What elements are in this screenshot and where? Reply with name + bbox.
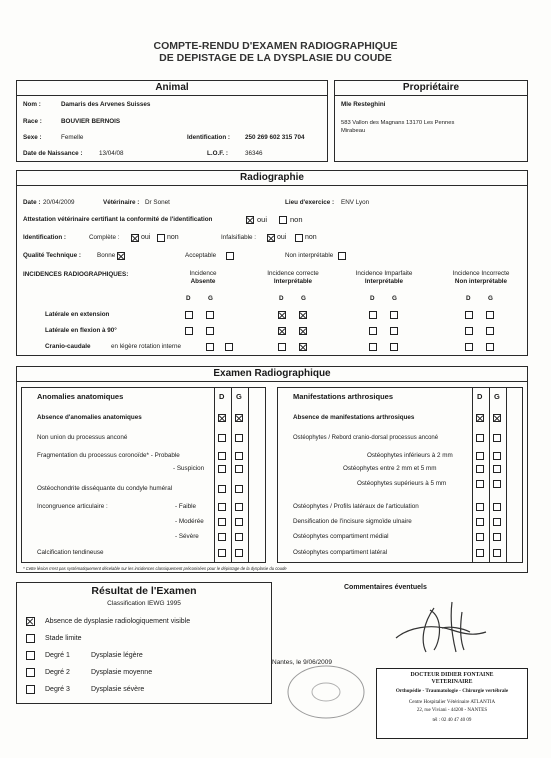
infalsifiable-non-label: non — [305, 234, 317, 241]
complete-non-label: non — [167, 234, 179, 241]
arth-inf2-d[interactable] — [476, 452, 484, 460]
result-classification: Classification IEWG 1995 — [107, 600, 181, 607]
dob-label: Date de Naissance : — [23, 150, 83, 157]
result-absence-checkbox[interactable] — [26, 617, 35, 626]
arth-row-rebord: Ostéophytes / Rebord cranio-dorsal processus anconé — [293, 435, 439, 441]
bonne-checkbox[interactable] — [117, 252, 125, 260]
lat-ext-absente-g[interactable] — [206, 311, 214, 319]
anom-moderee-d[interactable] — [218, 518, 226, 526]
anomalies-title: Anomalies anatomiques — [37, 392, 124, 401]
vet-value: Dr Sonet — [145, 199, 170, 206]
anom-row-faible: - Faible — [175, 503, 196, 510]
result-degre2-label: Degré 2 — [45, 669, 70, 676]
result-degre2-desc: Dysplasie moyenne — [91, 669, 153, 676]
arthrosiques-title: Manifestations arthrosiques — [293, 392, 394, 401]
lieu-value: ENV Lyon — [341, 199, 370, 206]
anomalies-d-header: D — [219, 392, 225, 401]
anom-calcification-g[interactable] — [235, 549, 243, 557]
attestation-label: Attestation vétérinaire certifiant la conformité de l'identification — [23, 216, 213, 223]
col4-g: G — [488, 295, 493, 302]
arthro-g-header: G — [494, 392, 500, 401]
lof-label: L.O.F. : — [207, 150, 228, 157]
result-degre1-checkbox[interactable] — [26, 651, 35, 660]
anom-row-osteochondrite: Ostéochondrite disséquante du condyle huméral — [37, 485, 173, 492]
sexe-label: Sexe : — [23, 134, 42, 141]
date-value: 20/04/2009 — [43, 199, 75, 206]
lat-ext-absente-d[interactable] — [185, 311, 193, 319]
result-degre3-checkbox[interactable] — [26, 685, 35, 694]
arth-rebord-g[interactable] — [493, 434, 501, 442]
comments-label: Commentaires éventuels — [344, 584, 427, 591]
anom-row-incongruence: Incongruence articulaire : — [37, 503, 108, 510]
signature — [390, 598, 490, 656]
col4-d: D — [466, 295, 471, 302]
arth-row-medial: Ostéophytes compartiment médial — [293, 533, 389, 540]
cranio-absente-g[interactable] — [225, 343, 233, 351]
infalsifiable-label: Infalsifiable : — [221, 234, 257, 241]
lof-value: 36346 — [245, 150, 263, 157]
result-degre1-label: Degré 1 — [45, 652, 70, 659]
lat-flex-incorrecte-d[interactable] — [465, 327, 473, 335]
identification-check-label: Identification : — [23, 234, 67, 241]
arth-row-profils: Ostéophytes / Profils latéraux de l'articulation — [293, 503, 419, 510]
identification-value: 250 269 602 315 704 — [245, 134, 305, 141]
stamp-specialties: Orthopédie - Traumatologie - Chirurgie vertébrale — [395, 688, 509, 694]
arth-row-absence: Absence de manifestations arthrosiques — [293, 414, 415, 421]
col2-g: G — [301, 295, 306, 302]
anom-row-calcification: Calcification tendineuse — [37, 549, 104, 556]
anom-faible-d[interactable] — [218, 503, 226, 511]
lat-ext-incorrecte-d[interactable] — [465, 311, 473, 319]
col1-header-line2: Absente — [190, 278, 216, 285]
anom-suspicion-d[interactable] — [218, 465, 226, 473]
arth-2to5-d[interactable] — [476, 465, 484, 473]
anom-row-fragmentation: Fragmentation du processus coronoïde* - Probable — [37, 452, 180, 459]
complete-non-checkbox[interactable] — [157, 234, 165, 242]
attestation-oui-checkbox[interactable] — [246, 216, 254, 224]
arth-densification-g[interactable] — [493, 518, 501, 526]
cranio-absente-d[interactable] — [206, 343, 214, 351]
arthro-d-header: D — [477, 392, 483, 401]
arthro-divider-3 — [506, 387, 507, 563]
anom-absence-g[interactable] — [235, 414, 243, 422]
cranio-correcte-d[interactable] — [278, 343, 286, 351]
col3-header-line1: Incidence Imparfaite — [355, 270, 413, 277]
lat-flex-correcte-g[interactable] — [299, 327, 307, 335]
arth-row-inf2: Ostéophytes inférieurs à 2 mm — [367, 452, 453, 459]
nom-value: Damaris des Arvenes Suisses — [61, 101, 151, 108]
complete-oui-checkbox[interactable] — [131, 234, 139, 242]
arth-row-sup5: Ostéophytes supérieurs à 5 mm — [357, 480, 447, 487]
lat-flex-absente-g[interactable] — [206, 327, 214, 335]
stamp-title: VETERINAIRE — [431, 679, 473, 685]
anom-row-non-union: Non union du processus anconé — [37, 434, 128, 441]
owner-header: Propriétaire — [335, 81, 527, 96]
anom-osteochondrite-g[interactable] — [235, 485, 243, 493]
arth-inf2-g[interactable] — [493, 452, 501, 460]
arth-medial-g[interactable] — [493, 533, 501, 541]
anom-row-suspicion: - Suspicion — [173, 465, 205, 472]
bonne-label: Bonne — [97, 252, 116, 259]
anom-row-absence: Absence d'anomalies anatomiques — [37, 414, 142, 421]
lat-ext-incorrecte-g[interactable] — [486, 311, 494, 319]
anom-severe-g[interactable] — [235, 533, 243, 541]
cranio-incorrecte-g[interactable] — [486, 343, 494, 351]
result-degre3-desc: Dysplasie sévère — [91, 686, 145, 693]
owner-name: Mle Resteghini — [341, 101, 386, 108]
complete-oui-label: oui — [141, 234, 151, 241]
lat-flex-imparfaite-d[interactable] — [369, 327, 377, 335]
result-header: Résultat de l'Examen — [91, 585, 197, 597]
attestation-oui-label: oui — [257, 215, 268, 224]
lieu-label: Lieu d'exercice : — [285, 199, 335, 206]
examen-header: Examen Radiographique — [17, 367, 527, 382]
nom-label: Nom : — [23, 101, 41, 108]
radiographie-header: Radiographie — [17, 171, 527, 186]
anom-non-union-g[interactable] — [235, 434, 243, 442]
doc-title-line2: DE DEPISTAGE DE LA DYSPLASIE DU COUDE — [159, 52, 392, 64]
col3-header-line2: Interprétable — [364, 278, 404, 285]
owner-address-line1: 583 Vallon des Magnans 13170 Les Pennes — [341, 120, 455, 126]
noninterpretable-label: Non interprétable — [285, 252, 334, 259]
incidence-row-cranio-caudale: Cranio-caudale — [45, 343, 91, 350]
anom-faible-g[interactable] — [235, 503, 243, 511]
incidence-row-lateral-flexion: Latérale en flexion à 90° — [45, 327, 117, 334]
qualite-label: Qualité Technique : — [23, 252, 81, 259]
animal-section — [16, 80, 328, 162]
lat-ext-correcte-g[interactable] — [299, 311, 307, 319]
result-section — [16, 582, 272, 704]
animal-header: Animal — [17, 81, 327, 96]
arth-absence-d[interactable] — [476, 414, 484, 422]
result-degre1-desc: Dysplasie légère — [91, 652, 143, 659]
anomalies-g-header: G — [236, 392, 242, 401]
anom-probable-d[interactable] — [218, 452, 226, 460]
complete-label: Complète : — [89, 234, 120, 241]
anomalies-divider-2 — [231, 387, 232, 563]
place-date: Nantes, le 9/06/2009 — [272, 659, 332, 666]
incidence-row-lateral-extension: Latérale en extension — [45, 311, 110, 318]
anom-non-union-d[interactable] — [218, 434, 226, 442]
doc-title-line1: COMPTE-RENDU D'EXAMEN RADIOGRAPHIQUE — [153, 40, 398, 52]
anom-moderee-g[interactable] — [235, 518, 243, 526]
arth-absence-g[interactable] — [493, 414, 501, 422]
result-stade-limite-label: Stade limite — [45, 635, 82, 642]
vet-label: Vétérinaire : — [103, 199, 140, 206]
stamp-name: DOCTEUR DIDIER FONTAINE — [410, 672, 494, 678]
incidences-label: INCIDENCES RADIOGRAPHIQUES: — [23, 271, 129, 278]
examen-section — [16, 366, 528, 573]
result-degre3-label: Degré 3 — [45, 686, 70, 693]
stamp-phone: tél : 02 40 47 40 09 — [432, 718, 472, 723]
arthro-divider-2 — [489, 387, 490, 563]
col2-header-line2: Interprétable — [273, 278, 313, 285]
arth-rebord-d[interactable] — [476, 434, 484, 442]
arth-medial-d[interactable] — [476, 533, 484, 541]
lat-ext-imparfaite-d[interactable] — [369, 311, 377, 319]
cranio-imparfaite-g[interactable] — [390, 343, 398, 351]
incidence-row-cranio-caudale-suffix: en légère rotation interne — [111, 343, 182, 350]
dob-value: 13/04/08 — [99, 150, 124, 157]
col2-header-line1: Incidence correcte — [267, 270, 319, 277]
acceptable-label: Acceptable — [185, 252, 217, 259]
cranio-correcte-g[interactable] — [299, 343, 307, 351]
infalsifiable-oui-checkbox[interactable] — [267, 234, 275, 242]
stamp-address: 22, rue Viviani - 44200 - NANTES — [416, 708, 488, 713]
anom-severe-d[interactable] — [218, 533, 226, 541]
lat-flex-incorrecte-g[interactable] — [486, 327, 494, 335]
stamp-center: Centre Hospitalier Vétérinaire ATLANTIA — [408, 700, 496, 705]
result-degre2-checkbox[interactable] — [26, 668, 35, 677]
anom-row-severe: - Sévère — [175, 533, 199, 540]
arth-2to5-g[interactable] — [493, 465, 501, 473]
anom-absence-d[interactable] — [218, 414, 226, 422]
arth-row-lateral: Ostéophytes compartiment latéral — [293, 549, 388, 556]
exam-footnote: * Cette lésion n'est pas systématiquement décelable sur les incidences classiquement préconisées pour le dépistage de la dysplasie du coude — [23, 566, 287, 571]
acceptable-checkbox[interactable] — [226, 252, 234, 260]
breed-club-seal — [284, 662, 368, 722]
col1-header-line1: Incidence — [189, 270, 217, 277]
arthro-divider-1 — [472, 387, 473, 563]
anom-row-moderee: - Modérée — [175, 518, 204, 525]
lat-flex-imparfaite-g[interactable] — [390, 327, 398, 335]
arth-lateral-d[interactable] — [476, 549, 484, 557]
arth-row-densification: Densification de l'incisure sigmoïde ulnaire — [293, 518, 412, 525]
race-label: Race : — [23, 118, 42, 125]
anom-osteochondrite-d[interactable] — [218, 485, 226, 493]
identification-label: Identification : — [187, 134, 231, 141]
race-value: BOUVIER BERNOIS — [61, 118, 121, 125]
date-label: Date : — [23, 199, 41, 206]
result-stade-limite-checkbox[interactable] — [26, 634, 35, 643]
arth-profils-g[interactable] — [493, 503, 501, 511]
owner-section — [334, 80, 528, 162]
radiographie-section — [16, 170, 528, 356]
noninterpretable-checkbox[interactable] — [338, 252, 346, 260]
arth-sup5-d[interactable] — [476, 480, 484, 488]
anom-probable-g[interactable] — [235, 452, 243, 460]
col2-d: D — [279, 295, 284, 302]
infalsifiable-non-checkbox[interactable] — [295, 234, 303, 242]
col1-g: G — [208, 295, 213, 302]
lat-ext-correcte-d[interactable] — [278, 311, 286, 319]
col4-header-line1: Incidence Incorrecte — [452, 270, 510, 277]
col3-g: G — [392, 295, 397, 302]
anom-suspicion-g[interactable] — [235, 465, 243, 473]
anomalies-divider-3 — [248, 387, 249, 563]
arth-row-2to5: Ostéophytes entre 2 mm et 5 mm — [343, 465, 437, 472]
cranio-incorrecte-d[interactable] — [465, 343, 473, 351]
owner-address-line2: Mirabeau — [341, 128, 366, 134]
arth-sup5-g[interactable] — [493, 480, 501, 488]
col4-header-line2: Non interprétable — [454, 278, 508, 285]
infalsifiable-oui-label: oui — [277, 234, 287, 241]
sexe-value: Femelle — [61, 134, 84, 141]
lat-flex-absente-d[interactable] — [185, 327, 193, 335]
col3-d: D — [370, 295, 375, 302]
col1-d: D — [186, 295, 191, 302]
anom-calcification-d[interactable] — [218, 549, 226, 557]
attestation-non-checkbox[interactable] — [279, 216, 287, 224]
anomalies-divider-1 — [214, 387, 215, 563]
lat-flex-correcte-d[interactable] — [278, 327, 286, 335]
lat-ext-imparfaite-g[interactable] — [390, 311, 398, 319]
cranio-imparfaite-d[interactable] — [369, 343, 377, 351]
result-absence-label: Absence de dysplasie radiologiquement visible — [45, 618, 191, 625]
attestation-non-label: non — [290, 215, 303, 224]
vet-stamp — [376, 668, 528, 739]
arth-densification-d[interactable] — [476, 518, 484, 526]
arth-lateral-g[interactable] — [493, 549, 501, 557]
arth-profils-d[interactable] — [476, 503, 484, 511]
